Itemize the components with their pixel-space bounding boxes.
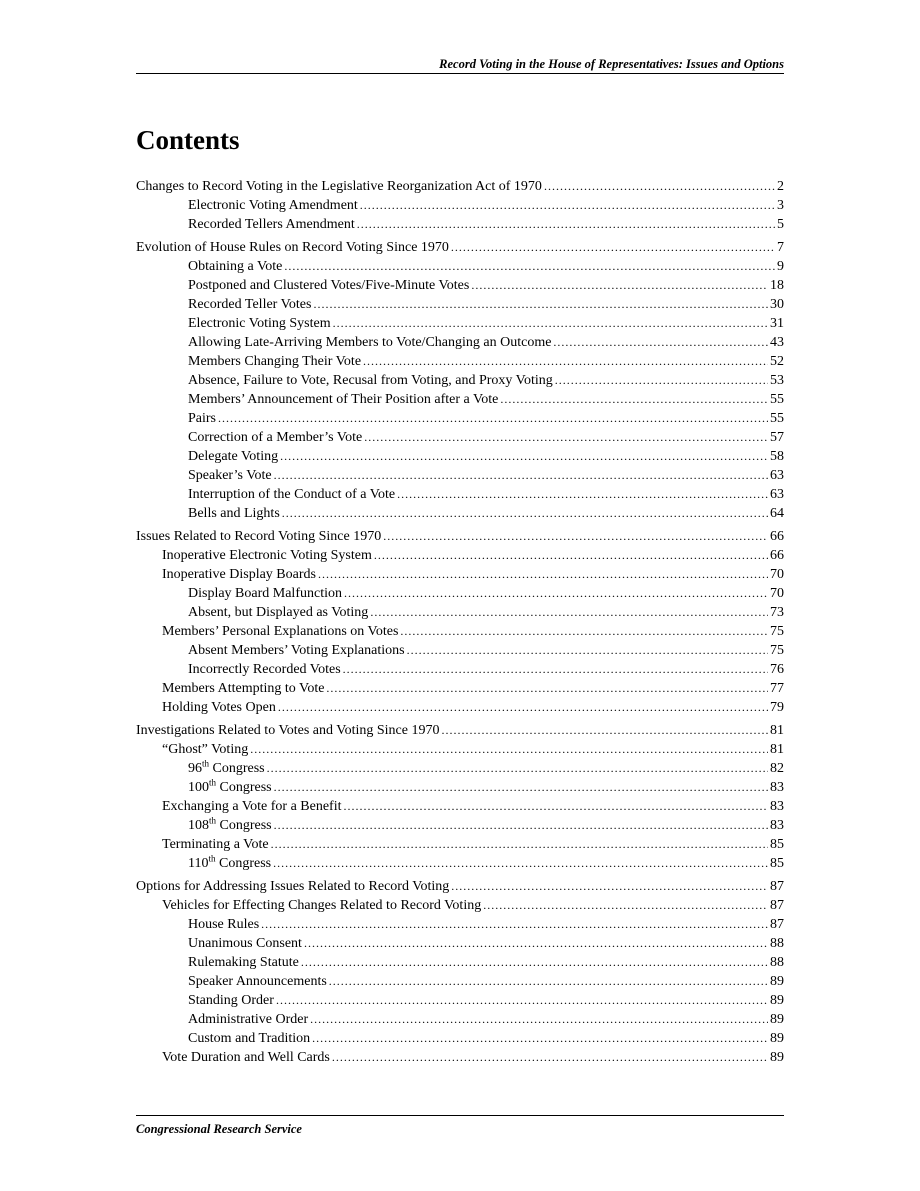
toc-entry-title: Vote Duration and Well Cards: [162, 1050, 330, 1065]
toc-entry-title: 100th Congress: [188, 777, 272, 795]
toc-entry[interactable]: [136, 215, 784, 234]
toc-page-number: 88: [770, 936, 784, 951]
toc-entry-title: Options for Addressing Issues Related to Record Voting: [136, 879, 450, 894]
toc-dot-leader: [500, 390, 768, 409]
toc-entry[interactable]: [136, 485, 784, 504]
toc-page-number: 89: [770, 1050, 784, 1065]
toc-page-number: 53: [770, 373, 784, 388]
toc-page-number: 87: [770, 898, 784, 913]
toc-entry[interactable]: [136, 603, 784, 622]
toc-dot-leader: [343, 797, 768, 816]
toc-entry[interactable]: [136, 877, 784, 896]
toc-entry-title: Terminating a Vote: [162, 837, 269, 852]
toc-entry[interactable]: [136, 177, 784, 196]
toc-dot-leader: [271, 835, 768, 854]
toc-entry-title: 96th Congress: [188, 758, 265, 776]
toc-page-number: 83: [770, 780, 784, 795]
toc-dot-leader: [555, 371, 768, 390]
toc-dot-leader: [282, 504, 768, 523]
toc-dot-leader: [397, 485, 768, 504]
toc-page-number: 55: [770, 392, 784, 407]
toc-page-number: 85: [770, 837, 784, 852]
toc-dot-leader: [301, 953, 768, 972]
toc-entry[interactable]: [136, 238, 784, 257]
toc-page-number: 18: [770, 278, 784, 293]
toc-dot-leader: [400, 622, 768, 641]
toc-dot-leader: [274, 466, 768, 485]
toc-page-number: 2: [777, 179, 784, 194]
toc-page-number: 83: [770, 818, 784, 833]
toc-dot-leader: [370, 603, 768, 622]
toc-entry-title: Issues Related to Record Voting Since 1970: [136, 529, 382, 544]
toc-entry-title: Holding Votes Open: [162, 700, 276, 715]
toc-dot-leader: [280, 447, 768, 466]
toc-dot-leader: [407, 641, 768, 660]
toc-entry-title: Recorded Teller Votes: [188, 297, 312, 312]
toc-page-number: 89: [770, 1031, 784, 1046]
toc-page-number: 89: [770, 993, 784, 1008]
toc-page-number: 88: [770, 955, 784, 970]
toc-page-number: 85: [770, 856, 784, 871]
toc-entry[interactable]: [136, 721, 784, 740]
toc-page-number: 63: [770, 468, 784, 483]
toc-dot-leader: [451, 238, 775, 257]
toc-entry[interactable]: [136, 972, 784, 991]
toc-page-number: 70: [770, 586, 784, 601]
toc-entry[interactable]: [136, 660, 784, 679]
toc-page-number: 79: [770, 700, 784, 715]
running-header: [136, 56, 784, 74]
toc-entry-title: Incorrectly Recorded Votes: [188, 662, 341, 677]
toc-entry[interactable]: [136, 333, 784, 352]
running-footer: [136, 1115, 784, 1137]
toc-entry-title: Allowing Late-Arriving Members to Vote/Changing an Outcome: [188, 335, 552, 350]
toc-page-number: 89: [770, 974, 784, 989]
toc-entry-ordinal-suffix: th: [208, 853, 216, 864]
toc-entry[interactable]: [136, 295, 784, 314]
toc-entry[interactable]: [136, 447, 784, 466]
toc-entry-title: Bells and Lights: [188, 506, 280, 521]
toc-entry-title: Investigations Related to Votes and Voting Since 1970: [136, 723, 440, 738]
toc-dot-leader: [357, 215, 775, 234]
toc-dot-leader: [274, 778, 768, 797]
toc-dot-leader: [471, 276, 768, 295]
toc-entry[interactable]: [136, 409, 784, 428]
toc-entry[interactable]: [136, 641, 784, 660]
toc-page-number: 52: [770, 354, 784, 369]
toc-page-number: 43: [770, 335, 784, 350]
table-of-contents: [136, 177, 784, 1067]
toc-entry[interactable]: [136, 390, 784, 409]
toc-entry[interactable]: [136, 546, 784, 565]
toc-entry-title: 108th Congress: [188, 815, 272, 833]
toc-entry[interactable]: [136, 428, 784, 447]
toc-entry-title: Absent, but Displayed as Voting: [188, 605, 369, 620]
toc-entry[interactable]: [136, 854, 784, 873]
toc-entry-title: Obtaining a Vote: [188, 259, 283, 274]
toc-dot-leader: [544, 177, 775, 196]
toc-entry[interactable]: [136, 314, 784, 333]
toc-dot-leader: [278, 698, 768, 717]
toc-dot-leader: [451, 877, 768, 896]
toc-dot-leader: [363, 352, 768, 371]
toc-page-number: 82: [770, 761, 784, 776]
toc-dot-leader: [374, 546, 768, 565]
toc-page-number: 87: [770, 879, 784, 894]
toc-page-number: 70: [770, 567, 784, 582]
toc-entry[interactable]: [136, 915, 784, 934]
toc-entry[interactable]: [136, 527, 784, 546]
toc-entry[interactable]: [136, 759, 784, 778]
toc-entry-title: Delegate Voting: [188, 449, 279, 464]
toc-entry[interactable]: [136, 584, 784, 603]
toc-dot-leader: [333, 314, 768, 333]
toc-entry-title: Members Attempting to Vote: [162, 681, 325, 696]
toc-page-number: 55: [770, 411, 784, 426]
toc-entry-title: Postponed and Clustered Votes/Five-Minute Votes: [188, 278, 470, 293]
running-header-title: Record Voting in the House of Representatives: Issues and Options: [439, 57, 784, 71]
toc-dot-leader: [344, 584, 768, 603]
toc-entry-title: “Ghost” Voting: [162, 742, 249, 757]
toc-dot-leader: [274, 816, 768, 835]
toc-page-number: 3: [777, 198, 784, 213]
toc-dot-leader: [310, 1010, 768, 1029]
toc-dot-leader: [329, 972, 768, 991]
toc-entry[interactable]: [136, 276, 784, 295]
toc-page-number: 9: [777, 259, 784, 274]
toc-dot-leader: [267, 759, 768, 778]
toc-entry-ordinal-suffix: th: [209, 777, 217, 788]
toc-dot-leader: [276, 991, 768, 1010]
toc-entry-title: Rulemaking Statute: [188, 955, 299, 970]
toc-entry-title: Absence, Failure to Vote, Recusal from Voting, and Proxy Voting: [188, 373, 553, 388]
toc-entry-title: Absent Members’ Voting Explanations: [188, 643, 405, 658]
toc-dot-leader: [360, 196, 775, 215]
toc-page-number: 31: [770, 316, 784, 331]
toc-entry-title: Speaker Announcements: [188, 974, 327, 989]
toc-dot-leader: [553, 333, 768, 352]
toc-page-number: 30: [770, 297, 784, 312]
toc-dot-leader: [364, 428, 768, 447]
toc-page-number: 73: [770, 605, 784, 620]
toc-entry[interactable]: [136, 196, 784, 215]
toc-entry[interactable]: [136, 835, 784, 854]
toc-entry-title: Members’ Personal Explanations on Votes: [162, 624, 399, 639]
toc-dot-leader: [332, 1048, 768, 1067]
toc-dot-leader: [261, 915, 768, 934]
toc-entry[interactable]: [136, 953, 784, 972]
toc-dot-leader: [318, 565, 768, 584]
toc-entry[interactable]: [136, 371, 784, 390]
toc-entry-title: Electronic Voting System: [188, 316, 331, 331]
toc-page-number: 89: [770, 1012, 784, 1027]
toc-dot-leader: [343, 660, 768, 679]
contents-heading: Contents: [136, 125, 240, 155]
toc-dot-leader: [441, 721, 768, 740]
toc-entry[interactable]: [136, 896, 784, 915]
toc-page-number: 81: [770, 723, 784, 738]
toc-page-number: 77: [770, 681, 784, 696]
toc-entry[interactable]: [136, 466, 784, 485]
toc-entry-title: Interruption of the Conduct of a Vote: [188, 487, 396, 502]
toc-dot-leader: [313, 295, 768, 314]
toc-dot-leader: [273, 854, 768, 873]
toc-entry-title: Evolution of House Rules on Record Voting Since 1970: [136, 240, 449, 255]
toc-entry-title: Standing Order: [188, 993, 274, 1008]
toc-page-number: 7: [777, 240, 784, 255]
toc-entry-title: Pairs: [188, 411, 216, 426]
toc-entry[interactable]: [136, 622, 784, 641]
toc-dot-leader: [383, 527, 768, 546]
toc-entry-title: Recorded Tellers Amendment: [188, 217, 355, 232]
toc-entry-title: Members Changing Their Vote: [188, 354, 362, 369]
toc-dot-leader: [326, 679, 768, 698]
toc-page-number: 81: [770, 742, 784, 757]
toc-page-number: 63: [770, 487, 784, 502]
toc-entry[interactable]: [136, 816, 784, 835]
toc-entry-title: Vehicles for Effecting Changes Related to Record Voting: [162, 898, 482, 913]
toc-entry-ordinal-suffix: th: [209, 815, 217, 826]
toc-entry[interactable]: [136, 679, 784, 698]
toc-dot-leader: [304, 934, 768, 953]
toc-page-number: 66: [770, 548, 784, 563]
toc-page-number: 5: [777, 217, 784, 232]
toc-entry-title: Electronic Voting Amendment: [188, 198, 358, 213]
toc-page-number: 64: [770, 506, 784, 521]
toc-entry-title: 110th Congress: [188, 853, 272, 871]
toc-entry[interactable]: [136, 504, 784, 523]
toc-entry-title: Members’ Announcement of Their Position after a Vote: [188, 392, 499, 407]
toc-entry-title: Inoperative Display Boards: [162, 567, 316, 582]
toc-page-number: 75: [770, 624, 784, 639]
toc-entry-title: Display Board Malfunction: [188, 586, 342, 601]
toc-entry[interactable]: [136, 565, 784, 584]
running-footer-publisher: Congressional Research Service: [136, 1122, 302, 1136]
toc-entry-title: Correction of a Member’s Vote: [188, 430, 363, 445]
toc-entry[interactable]: [136, 778, 784, 797]
toc-dot-leader: [483, 896, 768, 915]
toc-entry[interactable]: [136, 698, 784, 717]
toc-entry-title: Administrative Order: [188, 1012, 309, 1027]
toc-entry[interactable]: [136, 991, 784, 1010]
toc-dot-leader: [312, 1029, 768, 1048]
toc-entry[interactable]: [136, 934, 784, 953]
toc-entry-ordinal-suffix: th: [202, 758, 210, 769]
toc-entry[interactable]: [136, 740, 784, 759]
toc-dot-leader: [218, 409, 768, 428]
toc-entry-title: House Rules: [188, 917, 260, 932]
toc-page-number: 83: [770, 799, 784, 814]
toc-page-number: 58: [770, 449, 784, 464]
toc-dot-leader: [284, 257, 775, 276]
toc-page-number: 87: [770, 917, 784, 932]
toc-entry-title: Exchanging a Vote for a Benefit: [162, 799, 342, 814]
toc-entry-title: Custom and Tradition: [188, 1031, 311, 1046]
toc-page-number: 76: [770, 662, 784, 677]
toc-entry[interactable]: [136, 797, 784, 816]
toc-entry[interactable]: [136, 352, 784, 371]
toc-page-number: 66: [770, 529, 784, 544]
toc-entry-title: Changes to Record Voting in the Legislative Reorganization Act of 1970: [136, 179, 542, 194]
toc-entry-title: Unanimous Consent: [188, 936, 302, 951]
toc-entry[interactable]: [136, 257, 784, 276]
toc-page-number: 75: [770, 643, 784, 658]
toc-dot-leader: [250, 740, 768, 759]
toc-page-number: 57: [770, 430, 784, 445]
toc-entry[interactable]: [136, 1029, 784, 1048]
toc-entry[interactable]: [136, 1010, 784, 1029]
toc-entry-title: Speaker’s Vote: [188, 468, 272, 483]
toc-entry-title: Inoperative Electronic Voting System: [162, 548, 372, 563]
toc-entry[interactable]: [136, 1048, 784, 1067]
